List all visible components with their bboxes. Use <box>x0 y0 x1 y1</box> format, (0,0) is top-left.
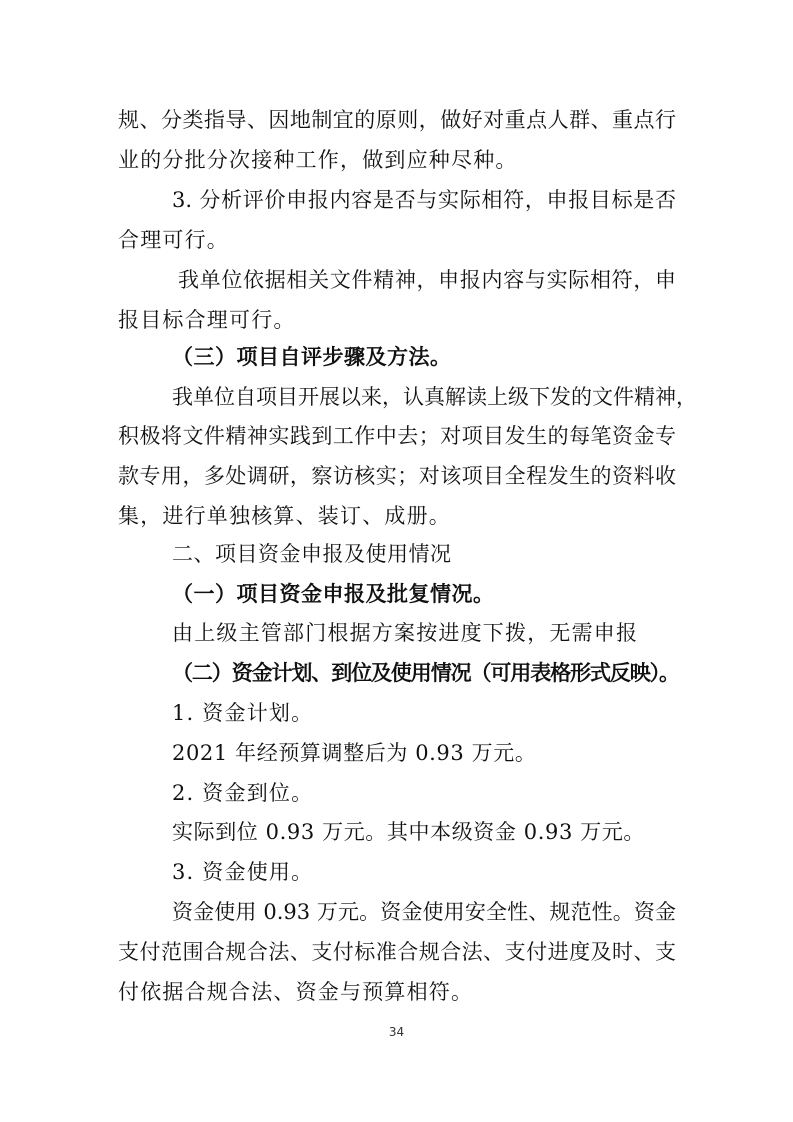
text-line: 3. 资金使用。 <box>172 860 314 884</box>
text-line: 由上级主管部门根据方案按进度下拨，无需申报 <box>172 621 639 645</box>
text-line: 2. 资金到位。 <box>172 781 314 805</box>
text-line: 报目标合理可行。 <box>118 308 296 332</box>
text-line: 集，进行单独核算、装订、成册。 <box>118 504 451 528</box>
text-line: 1. 资金计划。 <box>172 701 314 725</box>
section-heading: （一）项目资金申报及批复情况。 <box>172 581 495 606</box>
section-heading: （二）资金计划、到位及使用情况（可用表格形式反映）。 <box>172 660 679 685</box>
text-line: 我单位依据相关文件精神，申报内容与实际相符，申 <box>178 268 676 292</box>
text-line: 2021 年经预算调整后为 0.93 万元。 <box>172 741 537 765</box>
text-line: 支付范围合规合法、支付标准合规合法、支付进度及时、支 <box>118 940 676 964</box>
text-line: 业的分批分次接种工作，做到应种尽种。 <box>118 148 518 172</box>
text-line: 我单位自项目开展以来，认真解读上级下发的文件精神， <box>172 385 697 409</box>
text-line: 积极将文件精神实践到工作中去；对项目发生的每笔资金专 <box>118 424 676 448</box>
chapter-heading: 二、项目资金申报及使用情况 <box>172 542 452 566</box>
text-line: 规、分类指导、因地制宜的原则，做好对重点人群、重点行 <box>118 108 676 132</box>
section-heading: （三）项目自评步骤及方法。 <box>172 344 452 369</box>
text-line: 资金使用 0.93 万元。资金使用安全性、规范性。资金 <box>172 900 676 924</box>
text-line: 合理可行。 <box>118 228 229 252</box>
text-line: 3. 分析评价申报内容是否与实际相符，申报目标是否 <box>172 188 676 212</box>
text-line: 实际到位 0.93 万元。其中本级资金 0.93 万元。 <box>172 820 646 844</box>
page-number: 34 <box>388 1025 405 1039</box>
text-line: 付依据合规合法、资金与预算相符。 <box>118 980 474 1004</box>
text-line: 款专用，多处调研，察访核实；对该项目全程发生的资料收 <box>118 464 676 488</box>
